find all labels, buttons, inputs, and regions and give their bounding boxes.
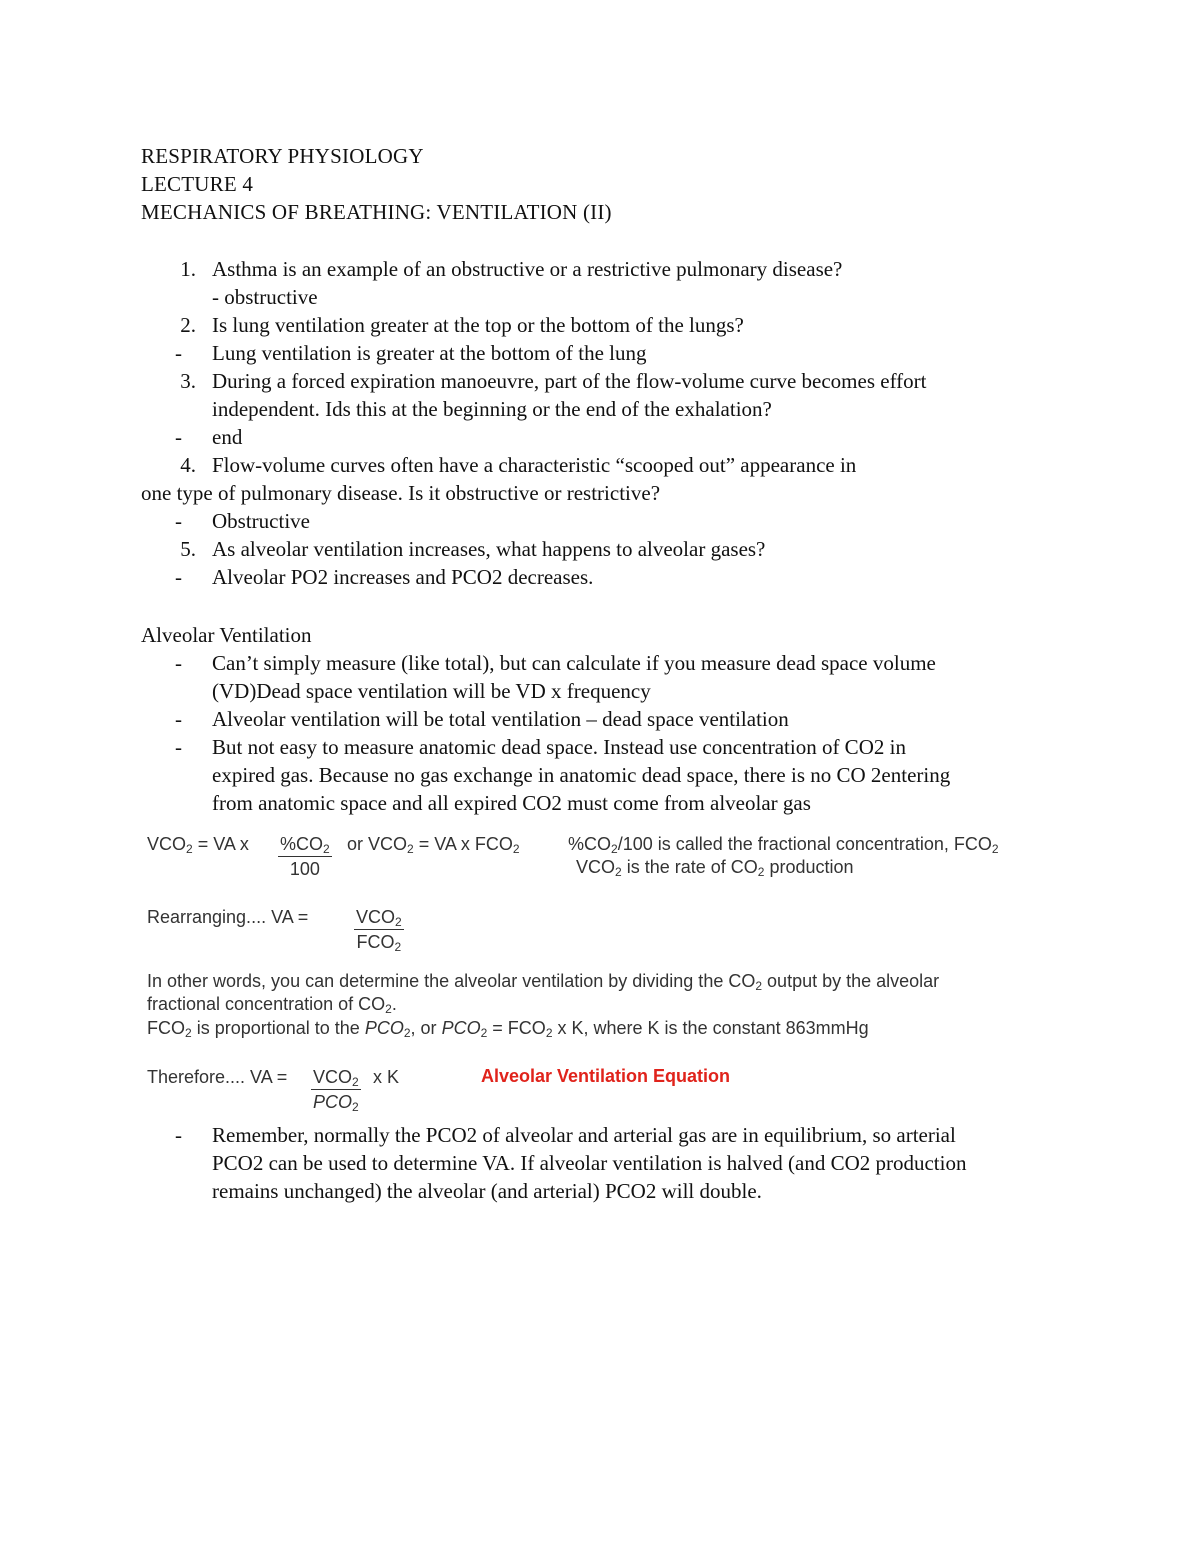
doc-title: RESPIRATORY PHYSIOLOGY [141, 144, 424, 168]
bullet-text-cont: from anatomic space and all expired CO2 must come from alveolar gas [212, 791, 811, 815]
answer-text: Lung ventilation is greater at the bottom of the lung [212, 341, 647, 365]
remember-text-cont: PCO2 can be used to determine VA. If alveolar ventilation is halved (and CO2 production [212, 1151, 967, 1175]
question-text: Flow-volume curves often have a characteristic “scooped out” appearance in [212, 453, 857, 477]
bullet-text: But not easy to measure anatomic dead space. Instead use concentration of CO2 in [212, 735, 906, 759]
remember-text-cont: remains unchanged) the alveolar (and arterial) PCO2 will double. [212, 1179, 762, 1203]
times-k: x K [373, 1067, 400, 1087]
bullet-text-cont: expired gas. Because no gas exchange in anatomic dead space, there is no CO 2entering [212, 763, 951, 787]
question-text: During a forced expiration manoeuvre, part of the flow-volume curve becomes effort [212, 369, 927, 393]
question-text-cont: one type of pulmonary disease. Is it obstructive or restrictive? [141, 481, 661, 505]
question-number: 3. [180, 369, 196, 393]
dash-bullet: - [175, 425, 182, 449]
dash-bullet: - [175, 565, 182, 589]
question-number: 1. [180, 257, 196, 281]
question-number: 4. [180, 453, 196, 477]
dash-bullet: - [175, 651, 182, 675]
lecture-title: MECHANICS OF BREATHING: VENTILATION (II) [141, 200, 612, 224]
rearranging-fraction: $VCO_2$ $FCO_2$ [356, 907, 402, 954]
dash-bullet: - [175, 509, 182, 533]
question-number: 2. [180, 313, 196, 337]
dash-bullet: - [175, 1123, 182, 1147]
equation-vco2-alt: or $VCO_2$ = VA x $FCO_2$ [347, 834, 520, 856]
answer-text: - obstructive [212, 285, 318, 309]
answer-text: end [212, 425, 243, 449]
equation-fraction-percent: $\frac{\%CO_2}{100}$ [280, 834, 330, 879]
rearranging-label: Rearranging.... VA = [147, 907, 309, 927]
bullet-text: Can’t simply measure (like total), but can calculate if you measure dead space volume [212, 651, 936, 675]
dash-bullet: - [175, 735, 182, 759]
explanation-line-2: fractional concentration of $CO_2$. [147, 994, 397, 1016]
answer-text: Alveolar PO2 increases and PCO2 decreases. [212, 565, 594, 589]
equation-vco2: $VCO_2$ = VA x [147, 834, 249, 856]
question-text: Asthma is an example of an obstructive or a restrictive pulmonary disease? [212, 257, 843, 281]
remember-text: Remember, normally the PCO2 of alveolar and arterial gas are in equilibrium, so arterial [212, 1123, 956, 1147]
proportionality-line: $FCO_2$ is proportional to the $PCO_2$, or $PCO_2 = FCO_2$ x K, where K is the constant 863mmHg [147, 1018, 869, 1040]
question-number: 5. [180, 537, 196, 561]
question-text: Is lung ventilation greater at the top or the bottom of the lungs? [212, 313, 744, 337]
explanation-line-1: In other words, you can determine the alveolar ventilation by dividing the $CO_2$ output by the alveolar [147, 971, 940, 993]
therefore-label: Therefore.... VA = [147, 1067, 288, 1087]
dash-bullet: - [175, 707, 182, 731]
question-text-cont: independent. Ids this at the beginning or the end of the exhalation? [212, 397, 772, 421]
note-fractional-concentration: $\%CO_2/100$ is called the fractional concentration, $FCO_2$ [568, 834, 999, 856]
bullet-text: Alveolar ventilation will be total ventilation – dead space ventilation [212, 707, 789, 731]
bullet-text-cont: (VD)Dead space ventilation will be VD x frequency [212, 679, 651, 703]
alveolar-ventilation-equation-label: Alveolar Ventilation Equation [481, 1066, 731, 1086]
lecture-number: LECTURE 4 [141, 172, 254, 196]
section-heading: Alveolar Ventilation [141, 623, 312, 647]
question-text: As alveolar ventilation increases, what happens to alveolar gases? [212, 537, 766, 561]
dash-bullet: - [175, 341, 182, 365]
answer-text: Obstructive [212, 509, 310, 533]
alveolar-ventilation-fraction: $VCO_2$ $PCO_2$ [313, 1067, 359, 1114]
note-production-rate: $VCO_2$ is the rate of $CO_2$ production [576, 857, 854, 879]
